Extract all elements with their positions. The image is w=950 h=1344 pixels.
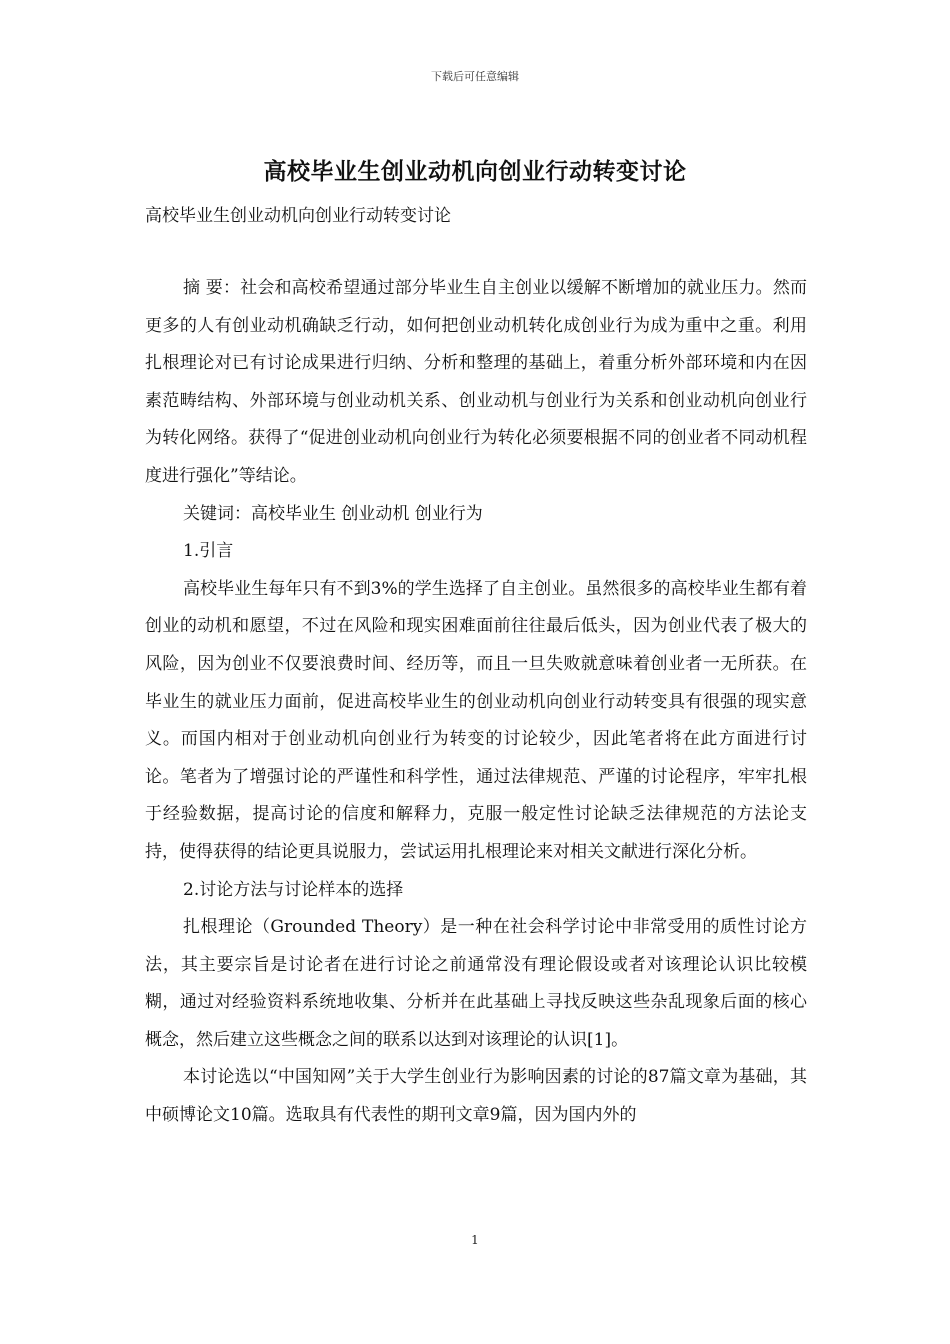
- document-title: 高校毕业生创业动机向创业行动转变讨论: [263, 159, 687, 185]
- method-paragraph: 扎根理论（Grounded Theory）是一种在社会科学讨论中非常受用的质性讨论方法，其主要宗旨是讨论者在进行讨论之前通常没有理论假设或者对该理论认识比较模糊，通过对经验资料系统地收集、分析并在此基础上寻找反映这些杂乱现象后面的核心概念，然后建立这些概念之间的联系以达到对该理论的认识[1]。: [145, 917, 807, 1050]
- section-heading-introduction: 1.引言: [183, 541, 234, 562]
- document-body: [145, 270, 807, 1135]
- section-heading-method: 2.讨论方法与讨论样本的选择: [183, 879, 404, 900]
- page-header-note: 下载后可任意编辑: [431, 70, 519, 83]
- document-subtitle: 高校毕业生创业动机向创业行动转变讨论: [145, 206, 451, 226]
- introduction-paragraph: 高校毕业生每年只有不到3%的学生选择了自主创业。虽然很多的高校毕业生都有着创业的动机和愿望，不过在风险和现实困难面前往往最后低头，因为创业代表了极大的风险，因为创业不仅要浪费时间、经历等，而且一旦失败就意味着创业者一无所获。在毕业生的就业压力面前，促进高校毕业生的创业动机向创业行动转变具有很强的现实意义。而国内相对于创业动机向创业行为转变的讨论较少，因此笔者将在此方面进行讨论。笔者为了增强讨论的严谨性和科学性，通过法律规范、严谨的讨论程序，牢牢扎根于经验数据，提高讨论的信度和解释力，克服一般定性讨论缺乏法律规范的方法论支持，使得获得的结论更具说服力，尝试运用扎根理论来对相关文献进行深化分析。: [145, 578, 807, 862]
- abstract-paragraph: 摘 要：社会和高校希望通过部分毕业生自主创业以缓解不断增加的就业压力。然而更多的人有创业动机确缺乏行动，如何把创业动机转化成创业行为成为重中之重。利用扎根理论对已有讨论成果进行归纳、分析和整理的基础上，着重分析外部环境和内在因素范畴结构、外部环境与创业动机关系、创业动机与创业行为关系和创业动机向创业行为转化网络。获得了“促进创业动机向创业行为转化必须要根据不同的创业者不同动机程度进行强化”等结论。: [145, 278, 807, 486]
- keywords-line: 关键词：高校毕业生 创业动机 创业行为: [183, 503, 483, 524]
- sample-paragraph: 本讨论选以“中国知网”关于大学生创业行为影响因素的讨论的87篇文章为基础，其中硕博论文10篇。选取具有代表性的期刊文章9篇，因为国内外的: [145, 1067, 807, 1126]
- page-number: 1: [471, 1233, 479, 1247]
